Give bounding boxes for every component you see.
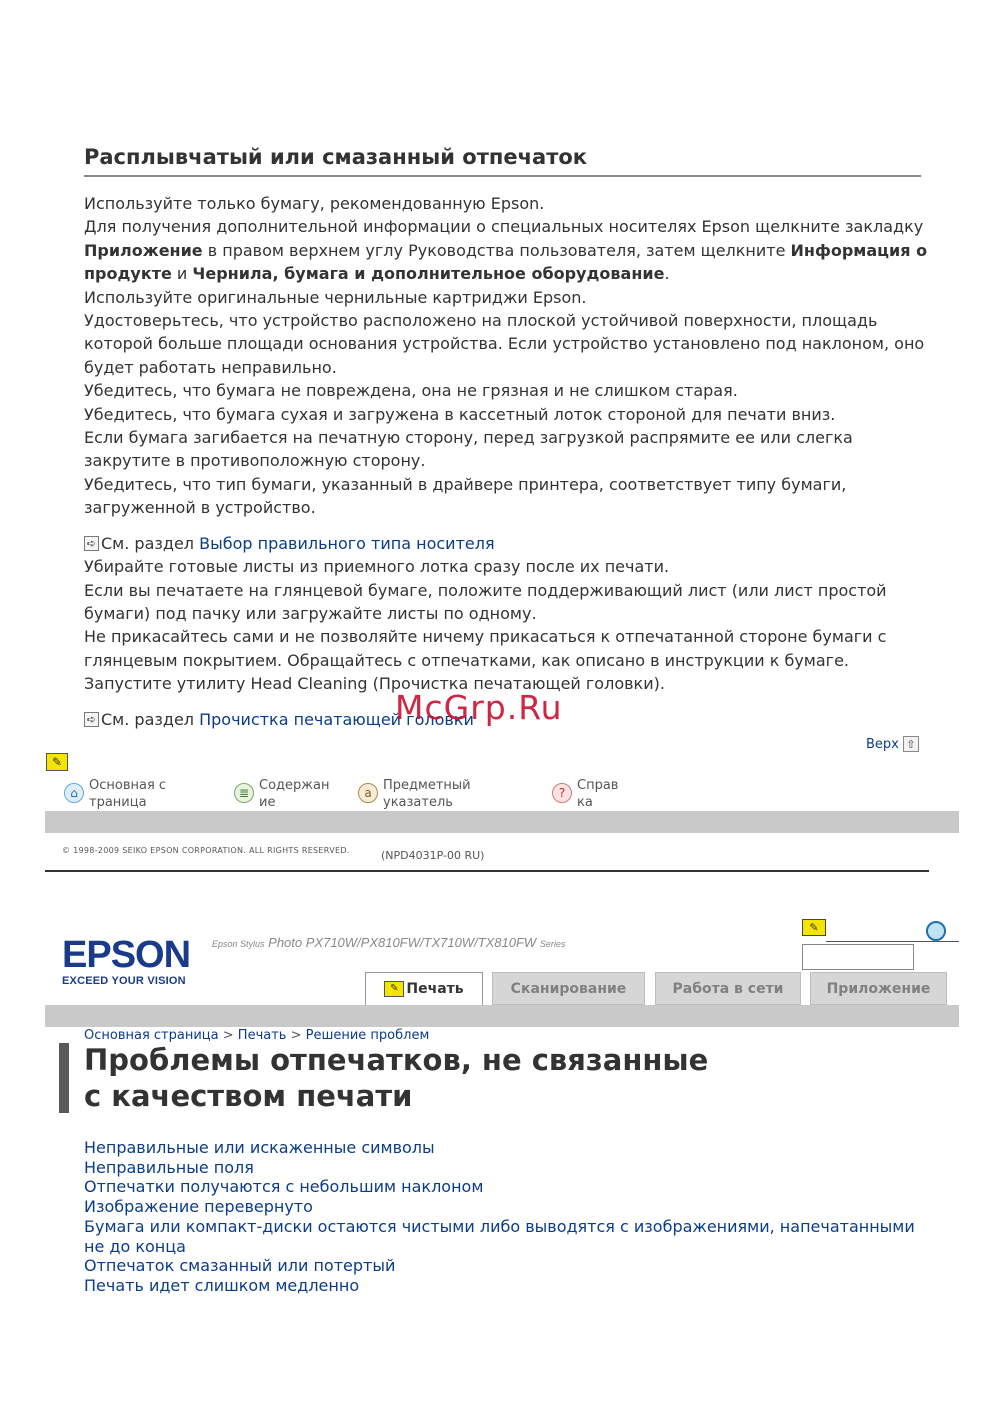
section-body (84, 192, 934, 731)
product-name (212, 935, 565, 950)
product-suffix: Series (539, 939, 566, 949)
topic-link[interactable]: Отпечаток смазанный или потертый (84, 1256, 396, 1276)
arrow-up-icon: ⇧ (903, 736, 919, 752)
tab-scan-label: Сканирование (510, 980, 627, 997)
logo-tagline: EXCEED YOUR VISION (62, 975, 186, 987)
link-head-cleaning[interactable]: Прочистка печатающей головки (199, 709, 474, 729)
nav-index-label: Предметный указатель (383, 778, 471, 810)
print-icon[interactable]: ✎ (802, 919, 826, 936)
page-title (84, 1042, 904, 1114)
search-divider (826, 941, 959, 942)
nav-help[interactable] (552, 777, 625, 811)
paragraph: Запустите утилиту Head Cleaning (Прочистка печатающей головки). (84, 674, 665, 694)
watermark: McGrp.Ru (395, 688, 563, 727)
breadcrumb-problems[interactable]: Решение проблем (305, 1028, 430, 1043)
nav-contents[interactable] (234, 777, 337, 811)
bold-text: Чернила, бумага и дополнительное оборудование (192, 264, 665, 284)
see-also-line (84, 532, 934, 555)
see-prefix: См. раздел (101, 709, 195, 729)
paragraph: Убирайте готовые листы из приемного лотка сразу после их печати. (84, 557, 670, 577)
footer-bar (45, 811, 959, 833)
paragraph: Если бумага загибается на печатную сторону, перед загрузкой распрямите ее или слегка закрутите в противоположную сторону. (84, 428, 853, 471)
topic-link[interactable]: Печать идет слишком медленно (84, 1275, 360, 1295)
logo-wordmark: EPSON (62, 934, 191, 976)
topic-link[interactable]: Бумага или компакт-диски остаются чистыми либо выводятся с изображениями, напечатанными не до конца (84, 1216, 915, 1256)
tab-scan[interactable] (492, 972, 645, 1005)
tab-appendix[interactable] (810, 972, 947, 1005)
print-icon[interactable]: ✎ (46, 753, 68, 771)
copyright: © 1998-2009 SEIKO EPSON CORPORATION. ALL RIGHTS RESERVED. (62, 846, 350, 855)
arrow-right-icon: ➪ (84, 712, 99, 727)
paragraph: Убедитесь, что бумага сухая и загружена в кассетный лоток стороной для печати вниз. (84, 404, 836, 424)
breadcrumb-separator: > (286, 1028, 306, 1043)
contents-icon: ≣ (234, 783, 254, 803)
help-icon: ? (552, 783, 572, 803)
breadcrumb-home[interactable]: Основная страница (84, 1028, 219, 1043)
page-title-line: с качеством печати (84, 1079, 413, 1113)
topic-link[interactable]: Изображение перевернуто (84, 1197, 313, 1217)
header-bar (45, 1005, 959, 1027)
paragraph: Используйте только бумагу, рекомендованную Epson. (84, 194, 545, 213)
text-span: в правом верхнем углу Руководства пользователя, затем щелкните (202, 240, 791, 260)
bold-text: Приложение (84, 240, 203, 260)
nav-contents-label: Содержание (259, 778, 330, 810)
text-span: и (171, 264, 193, 284)
page-divider (45, 870, 929, 872)
see-prefix: См. раздел (101, 533, 195, 553)
index-icon: a (358, 783, 378, 803)
home-icon: ⌂ (64, 783, 84, 803)
tab-print-label: Печать (406, 981, 464, 997)
bold-text: Информация о продукте (84, 240, 928, 284)
nav-index[interactable] (358, 777, 473, 811)
topic-link[interactable]: Неправильные или искаженные символы (84, 1138, 435, 1157)
page-title-line: Проблемы отпечатков, не связанные (84, 1043, 709, 1077)
search-icon[interactable] (926, 921, 946, 941)
nav-help-label: Справка (577, 778, 619, 810)
breadcrumb-print[interactable]: Печать (237, 1028, 287, 1043)
breadcrumb (84, 1028, 429, 1043)
paragraph: Убедитесь, что бумага не повреждена, она не грязная и не слишком старая. (84, 381, 738, 401)
topic-list (84, 1138, 934, 1296)
paragraph: Используйте оригинальные чернильные картриджи Epson. (84, 287, 587, 307)
nav-home-label: Основная страница (89, 778, 167, 810)
arrow-right-icon: ➪ (84, 536, 99, 551)
nav-home[interactable] (64, 777, 169, 811)
paragraph (84, 215, 934, 285)
document-code: (NPD4031P-00 RU) (381, 849, 485, 862)
top-link-label: Верх (866, 736, 899, 752)
text-span: . (664, 264, 670, 284)
tab-appendix-label: Приложение (826, 980, 931, 997)
search-input[interactable] (802, 944, 914, 970)
paragraph: Если вы печатаете на глянцевой бумаге, положите поддерживающий лист (или лист простой бумаги) под пачку или загружайте листы по одному. (84, 580, 887, 623)
product-models: Photo PX710W/PX810FW/TX710W/TX810FW (268, 935, 537, 950)
tab-network[interactable] (655, 972, 801, 1005)
topic-link[interactable]: Отпечатки получаются с небольшим наклоном (84, 1177, 484, 1197)
text-span: Для получения дополнительной информации о специальных носителях Epson щелкните закладку (84, 217, 924, 237)
topic-link[interactable]: Неправильные поля (84, 1157, 254, 1177)
section-title: Расплывчатый или смазанный отпечаток (84, 145, 921, 177)
link-paper-type[interactable]: Выбор правильного типа носителя (199, 533, 495, 553)
epson-logo[interactable] (62, 935, 190, 987)
paragraph: Убедитесь, что тип бумаги, указанный в драйвере принтера, соответствует типу бумаги, загруженной в устройство. (84, 474, 847, 518)
paragraph: Не прикасайтесь сами и не позволяйте ничему прикасаться к отпечатанной стороне бумаги с глянцевым покрытием. Обращайтесь с отпечатками, как описано в инструкции к бумаге. (84, 627, 887, 670)
top-link[interactable] (866, 736, 919, 752)
title-accent-bar (59, 1043, 69, 1113)
tab-network-label: Работа в сети (672, 980, 784, 997)
product-prefix: Epson Stylus (212, 939, 265, 949)
tab-print[interactable] (365, 972, 483, 1005)
print-icon: ✎ (384, 981, 404, 997)
paragraph: Удостоверьтесь, что устройство расположено на плоской устойчивой поверхности, площадь которой больше площади основания устройства. Если устройство установлено под наклоном, оно будет работать неправильно. (84, 311, 925, 377)
breadcrumb-separator: > (218, 1028, 238, 1043)
